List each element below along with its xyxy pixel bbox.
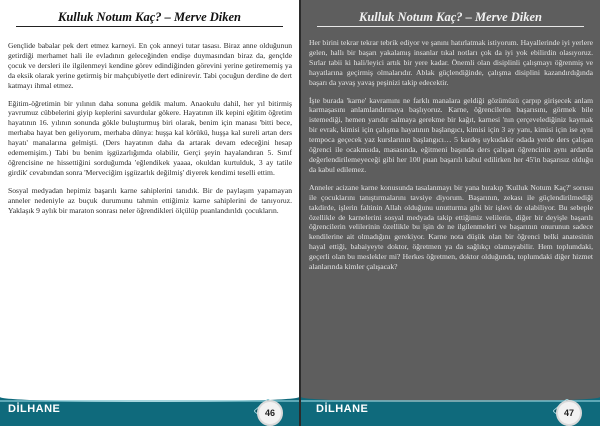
paragraph: Eğitim-öğretimin bir yılının daha sonuna geldik malum. Anaokulu dahil, her yıl bitirmiş yavrumuz cübbelerini giyip keplerini savurdular gökere. Hayatının ilk kepini eğitim öğretim hayatının 16. yılının sonunda gökle buluşturmuş biri olarak, benim için manası 'bitti bece, merhaba hayat ben geliyorum, merhaba dünya: huşşa kal körükü, huşşa kal sureli artan ders hayatı' manalarına gelmişti. (Ders hayatının daha da artarak devam edeceğini hesap edememişim.) Tabi bu benim işgüzarlığımda olabilir, Gerçi şeyin hayalandıran 5. Sınıf öğrencisine ne hissettiğini sorduğumda 'eğlendikek yaaaa, okuldan kurtulduk, 3 ay tatile girdik' cevabından sonra 'Merveciğim işgüzarlık değilmiş' diyerek kendimi teselli ettim. bbox=[8, 98, 292, 177]
page-header-title: Kulluk Notum Kaç? – Merve Diken bbox=[16, 9, 283, 27]
page-header-title: Kulluk Notum Kaç? – Merve Diken bbox=[317, 9, 584, 27]
paragraph: İşte burada 'karne' kavramını ne farklı manalara geldiği gözümüzü çarpıp girişecek anlam karmaşasını anlamlandırmaya başlıyoruz. Karne, öğrencilerin başarısını, görmek bile istemediği, hemen yarıdır salmaya gerekme bir kağıt, karnesi 'nın çerçevelediğiniz kaymak bir evrak, kimisi için çalışma hayatının başlangıcı, kimisi için 3 ay yanı, kimisi için ise ayni tempoca geçecek yaz kurslarının başlangıcı… 5 kardeş uykudakir odada yerde ders çalışan öğrenci ile ocakmsıda, masasında, eğitmeni başında ders çalışan öğrencinin aynı ardarda değerlendirilemeyeceği gibi her 100 puan başarılı kabul edilirken her 45'in başarısız olduğu da kabul edilemez. bbox=[309, 95, 593, 174]
paragraph: Her birini tekrar tekrar tebrik ediyor ve şanını hatırlatmak istiyorum. Hayallerinde iyi yerlere gelen, hallı bir başarı yakalamış insanlar tıkal notları çok da iyi yok ebilirdin olasıyoruz. Sırlar tabii ki hali/leyici artık bir yere kadar. Önemli olan disiplinli çalışmayı öğrenmiş ve hayatlarına geçirmiş olmalarıdır. Ablak güçlendiğinde, çalışma disiplini kazandırdığında başarı da yavaş yavaş peşinizi takip edecektir. bbox=[309, 38, 593, 87]
paragraph: Sosyal medyadan hepimiz başarılı karne sahiplerini tanıdık. Bir de paylaşım yapamayan anneler nedeniyle az buçuk durumunu tahmin ettiğimiz karne sahiplerini de tanıyoruz. Yaklaşık 9 aylık bir maraton sonrası neler öğrendikleri ölçülüp puanlandırıldı çocukların. bbox=[8, 185, 292, 215]
page-number: 47 bbox=[556, 400, 582, 426]
right-page-text bbox=[309, 38, 593, 280]
paragraph: Gençlide babalar pek dert etmez karneyi. En çok anneyi tutar tasası. Biraz anne olduğunun getirdiği merhamet hali ile evladının geleceğinden endişe duymasından biraz da, gençlde çocuk ve dersleri ile ilgilenmeyi kendine görev edindiğinden görevini yerine getirememiş ya da eksik olarak yerine getirmiş bir mahçubiyetle dert edinirevir. Tabi çocuğun derdine de dert katmayı ihmal etmez. bbox=[8, 41, 292, 90]
page-number: 46 bbox=[257, 400, 283, 426]
page-footer bbox=[0, 396, 299, 426]
page-footer bbox=[301, 396, 600, 426]
brand-logo: DİLHANE bbox=[8, 403, 61, 415]
left-page-text bbox=[8, 41, 292, 224]
left-page bbox=[0, 0, 299, 426]
brand-logo: DİLHANE bbox=[316, 403, 369, 415]
paragraph: Anneler acizane karne konusunda tasalanmayı bir yana bırakıp 'Kulluk Notum Kaç?' sorusu ile çocuklarını tanıştırmalarını tavsiye diyorum. Başarının, zekası ile güçlendirilmediği takdirde, işlerin faltinin Allah olduğunu unutturma gibi bir işlevi de olabiliyor. Bu sebeple özellikle de karnelerini sosyal medyada takip ettiğimiz velilerin, diğer bir deyişle başarılı öğrencilerin velilerinin özellikle bu işin de ne ilgilenmeleri ve başarının onurunun sadece kendilerine ait olmadığını gerekiyor. Karne nota düşük olan bir öğrenci belki anatesinin hayal ettiği, babaiyeyte doktor, öğretmen ya da sağlıkçı olamayabilir. Hem toplumdaki, geçerli olan bu meslekler mi? Herkes öğretmen, doktor olduğunda, toplumdaki diğer hizmet alanlarında kimler çalışacak? bbox=[309, 182, 593, 272]
right-page bbox=[301, 0, 600, 426]
